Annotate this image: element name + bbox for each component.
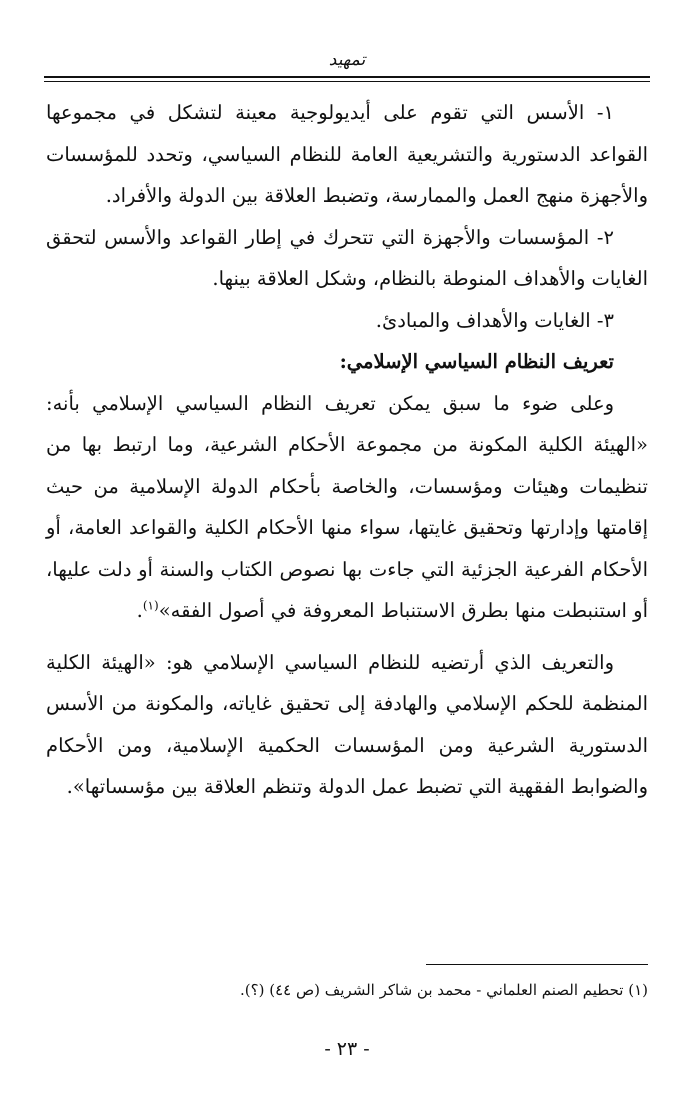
definition-paragraph bbox=[46, 383, 648, 632]
footnote-separator bbox=[426, 964, 648, 965]
definition-quote: «الهيئة الكلية المكونة من مجموعة الأحكام الشرعية، وما ارتبط بها من تنظيمات وهيئات ومؤسسات، والخاصة بأحكام الدولة الإسلامية من حيث إقامتها وإدارتها وتحقيق غايتها، سواء منها الأحكام الكلية والقواعد العامة، أو الأحكام الفرعية الجزئية التي جاءت بها نصوص الكتاب والسنة أو دلت عليها، أو استنبطت منها بطرق الاستنباط المعروفة في أصول الفقه» bbox=[46, 433, 648, 622]
list-item-3: ٣- الغايات والأهداف والمبادئ. bbox=[375, 308, 614, 332]
section-heading: تعريف النظام السياسي الإسلامي: bbox=[339, 350, 614, 373]
running-header-title: تمهيد bbox=[328, 50, 366, 70]
main-text-block bbox=[46, 92, 648, 808]
list-item-2: ٢- المؤسسات والأجهزة التي تتحرك في إطار القواعد والأسس لتحقق الغايات والأهداف المنوطة بالنظام، وشكل العلاقة بينها. bbox=[46, 225, 648, 290]
preferred-definition-paragraph: والتعريف الذي أرتضيه للنظام السياسي الإسلامي هو: «الهيئة الكلية المنظمة للحكم الإسلامي والهادفة إلى تحقيق غاياته، والمكونة من الأسس الدستورية الشرعية ومن المؤسسات الحكمية الإسلامية، ومن الأحكام والضوابط الفقهية التي تضبط عمل الدولة وتنظم العلاقة بين مؤسساتها». bbox=[46, 650, 648, 798]
definition-intro: وعلى ضوء ما سبق يمكن تعريف النظام السياسي الإسلامي بأنه: bbox=[46, 391, 614, 415]
header-rule-thick bbox=[44, 76, 650, 78]
definition-end: . bbox=[136, 599, 143, 622]
footnote-reference[interactable]: (١) bbox=[142, 598, 159, 613]
page-number: - ٢٣ - bbox=[324, 1038, 370, 1060]
footnote-text: (١) تحطيم الصنم العلماني - محمد بن شاكر الشريف (ص ٤٤) (؟). bbox=[240, 981, 648, 999]
header-rule-thin bbox=[44, 81, 650, 82]
list-item-1: ١- الأسس التي تقوم على أيديولوجية معينة لتشكل في مجموعها القواعد الدستورية والتشريعية العامة للنظام السياسي، وتحدد للمؤسسات والأجهزة منهج العمل والممارسة، وتضبط العلاقة بين الدولة والأفراد. bbox=[46, 101, 648, 207]
